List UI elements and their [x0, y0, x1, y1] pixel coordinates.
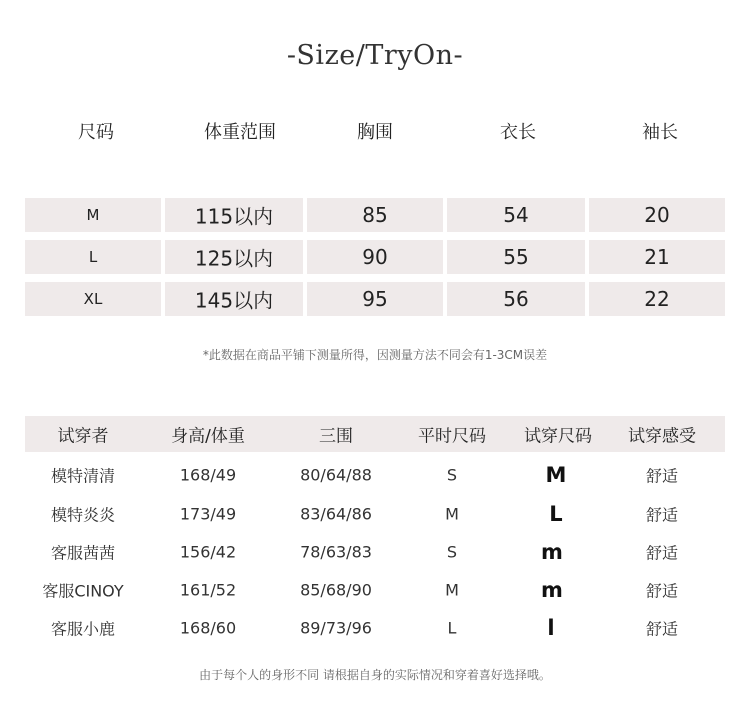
sleeve-cell: 22: [589, 282, 725, 316]
tryon-row: [0, 613, 750, 643]
measurements: 80/64/88: [300, 465, 372, 485]
header-length: 衣长: [500, 122, 536, 143]
tryon-size: l: [547, 616, 555, 640]
tester-name: 客服小鹿: [50, 619, 116, 639]
weight-cell: 145以内: [165, 282, 303, 316]
size-row: [0, 240, 750, 274]
length-cell: 56: [447, 282, 585, 316]
tester-name: 客服茜茜: [50, 543, 116, 563]
tryon-row: [0, 575, 750, 605]
feeling: 舒适: [645, 505, 679, 525]
usual-size: M: [445, 504, 459, 524]
header-bust: 胸围: [357, 122, 393, 143]
bust-cell: 90: [307, 240, 443, 274]
size-row: [0, 282, 750, 316]
height-weight: 156/42: [179, 542, 237, 562]
fit-advice-note: 由于每个人的身形不同 请根据自身的实际情况和穿着喜好选择哦。: [199, 668, 551, 682]
size-cell: L: [25, 240, 161, 274]
tryon-size: m: [541, 578, 563, 602]
header-size: 尺码: [78, 122, 114, 143]
usual-size: S: [446, 465, 458, 485]
bust-cell: 95: [307, 282, 443, 316]
tester-name: 模特炎炎: [50, 505, 116, 525]
measurement-note: *此数据在商品平铺下测量所得，因测量方法不同会有1-3CM误差: [202, 348, 548, 362]
tryon-size: L: [549, 502, 563, 526]
usual-size: M: [445, 580, 459, 600]
header-feeling: 试穿感受: [628, 426, 696, 447]
header-weight-range: 体重范围: [204, 122, 276, 143]
tryon-size: M: [545, 463, 567, 487]
feeling: 舒适: [645, 543, 679, 563]
tryon-size: m: [541, 540, 563, 564]
usual-size: S: [446, 542, 458, 562]
measurements: 83/64/86: [300, 504, 372, 524]
weight-cell: 125以内: [165, 240, 303, 274]
size-cell: XL: [25, 282, 161, 316]
measurements: 78/63/83: [300, 542, 372, 562]
height-weight: 168/60: [179, 618, 237, 638]
feeling: 舒适: [645, 466, 679, 486]
feeling: 舒适: [645, 581, 679, 601]
measurements: 89/73/96: [300, 618, 372, 638]
header-height-weight: 身高/体重: [171, 426, 245, 447]
tryon-row: [0, 499, 750, 529]
size-row: [0, 198, 750, 232]
header-measurements: 三围: [319, 426, 353, 447]
weight-cell: 115以内: [165, 198, 303, 232]
measurements: 85/68/90: [300, 580, 372, 600]
usual-size: L: [447, 618, 457, 638]
height-weight: 173/49: [179, 504, 237, 524]
header-tryon-size: 试穿尺码: [524, 426, 592, 447]
size-table-header: [0, 118, 750, 148]
size-cell: M: [25, 198, 161, 232]
page-title: -Size/TryOn-: [286, 40, 464, 71]
header-usual-size: 平时尺码: [418, 426, 486, 447]
length-cell: 55: [447, 240, 585, 274]
tryon-row: [0, 460, 750, 490]
feeling: 舒适: [645, 619, 679, 639]
bust-cell: 85: [307, 198, 443, 232]
tryon-table-header: [25, 416, 725, 452]
tester-name: 模特清清: [50, 466, 116, 486]
tryon-row: [0, 537, 750, 567]
sleeve-cell: 21: [589, 240, 725, 274]
header-tester: 试穿者: [57, 426, 109, 447]
sleeve-cell: 20: [589, 198, 725, 232]
header-sleeve: 袖长: [642, 122, 678, 143]
tester-name: 客服CINOY: [42, 581, 124, 601]
height-weight: 161/52: [179, 580, 237, 600]
height-weight: 168/49: [179, 465, 237, 485]
length-cell: 54: [447, 198, 585, 232]
